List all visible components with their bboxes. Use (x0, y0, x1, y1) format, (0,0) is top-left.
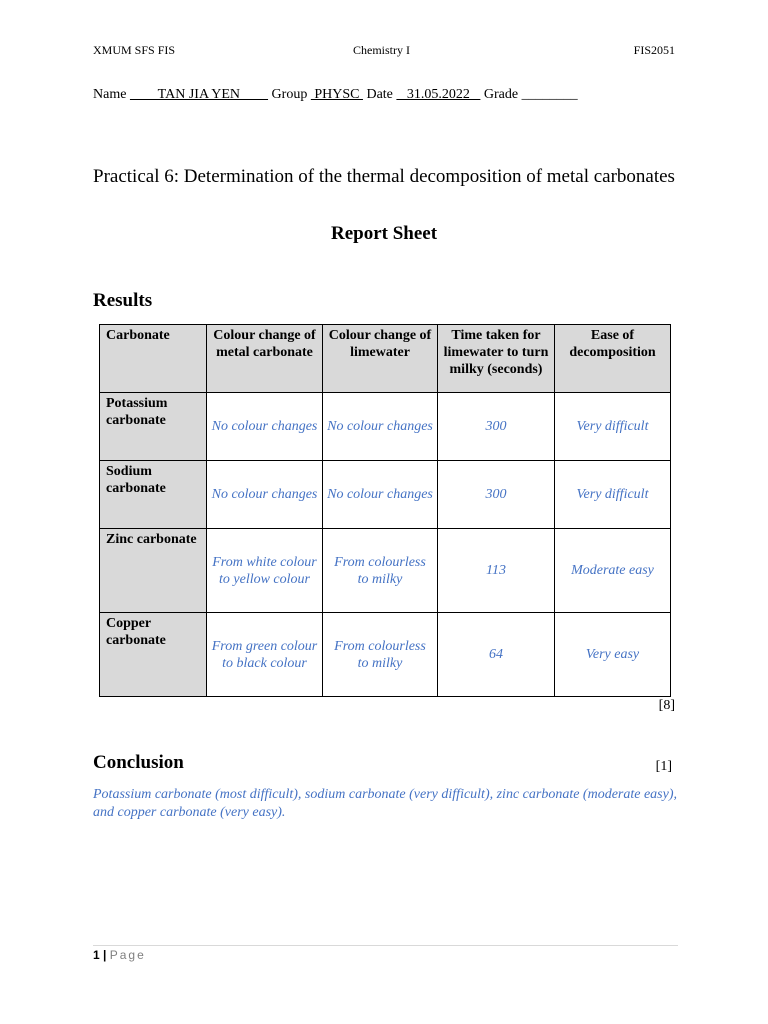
time-taken: 64 (438, 613, 555, 697)
table-row (100, 613, 671, 697)
table-row (100, 393, 671, 461)
column-header: Colour change of limewater (323, 325, 438, 393)
name-value: TAN JIA YEN (129, 87, 269, 102)
footer-divider (93, 945, 678, 946)
table-header-row (100, 325, 671, 393)
results-heading: Results (93, 290, 153, 311)
time-taken: 300 (438, 393, 555, 461)
footer-separator: | (103, 948, 107, 962)
student-info-line (93, 87, 578, 103)
results-marks: [8] (658, 698, 675, 713)
limewater-colour-change: From colourless to milky (323, 613, 438, 697)
metal-colour-change: No colour changes (207, 393, 323, 461)
limewater-colour-change: No colour changes (323, 393, 438, 461)
practical-title: Practical 6: Determination of the thermal decomposition of metal carbonates (93, 166, 675, 187)
column-header: Time taken for limewater to turn milky (seconds) (438, 325, 555, 393)
carbonate-name: Copper carbonate (100, 613, 207, 697)
page-number: 1 (93, 948, 100, 962)
name-label: Name (93, 87, 127, 102)
ease-of-decomposition: Very difficult (555, 461, 671, 529)
table-row (100, 461, 671, 529)
date-value: 31.05.2022 (396, 87, 481, 102)
column-header: Colour change of metal carbonate (207, 325, 323, 393)
limewater-colour-change: No colour changes (323, 461, 438, 529)
header-code: FIS2051 (633, 43, 675, 57)
limewater-colour-change: From colourless to milky (323, 529, 438, 613)
group-value: PHYSC (310, 87, 363, 102)
group-label: Group (271, 87, 308, 102)
grade-value: ________ (521, 87, 578, 102)
column-header: Ease of decomposition (555, 325, 671, 393)
carbonate-name: Zinc carbonate (100, 529, 207, 613)
carbonate-name: Potassium carbonate (100, 393, 207, 461)
ease-of-decomposition: Moderate easy (555, 529, 671, 613)
conclusion-heading: Conclusion (93, 752, 184, 773)
metal-colour-change: From green colour to black colour (207, 613, 323, 697)
page-footer (93, 948, 146, 962)
results-table (99, 324, 671, 697)
time-taken: 113 (438, 529, 555, 613)
header-left: XMUM SFS FIS (93, 43, 176, 57)
conclusion-marks: [1] (655, 759, 672, 774)
grade-label: Grade (483, 87, 519, 102)
table-row (100, 529, 671, 613)
time-taken: 300 (438, 461, 555, 529)
date-label: Date (366, 87, 393, 102)
page-word: Page (109, 948, 146, 962)
ease-of-decomposition: Very easy (555, 613, 671, 697)
metal-colour-change: From white colour to yellow colour (207, 529, 323, 613)
conclusion-text: Potassium carbonate (most difficult), sodium carbonate (very difficult), zinc carbonate (moderate easy), and copper carbonate (very easy). (93, 787, 678, 820)
header-course: Chemistry I (353, 43, 410, 57)
carbonate-name: Sodium carbonate (100, 461, 207, 529)
column-header: Carbonate (100, 325, 207, 393)
ease-of-decomposition: Very difficult (555, 393, 671, 461)
report-sheet-title: Report Sheet (330, 223, 438, 244)
metal-colour-change: No colour changes (207, 461, 323, 529)
